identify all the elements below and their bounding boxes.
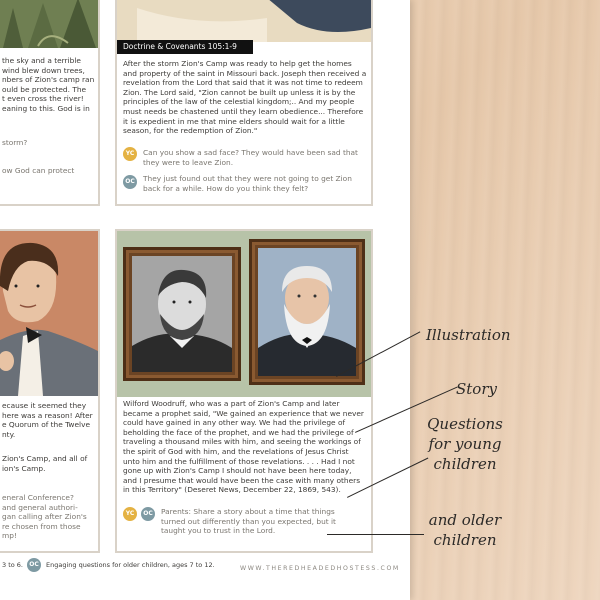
top-left-card (0, 0, 100, 206)
story-line: ion's Camp. (2, 463, 46, 473)
question-line: re chosen from those (2, 521, 81, 531)
illustration-annotation: Illustration (426, 326, 511, 344)
story-line: Zion's Camp, and all of (2, 454, 88, 463)
story-line: here was a reason! After (2, 410, 93, 420)
man-portrait (0, 231, 98, 396)
portraits-illustration (117, 231, 371, 397)
tree-illustration (0, 0, 98, 48)
story-line: ecause it seemed they (2, 401, 87, 410)
story-annotation: Story (456, 380, 497, 398)
older-line-1: and older (428, 511, 502, 529)
oc-legend-badge: OC (27, 558, 41, 572)
bottom-right-card (115, 229, 373, 553)
older-children-question: They just found out that they were not going to get Zion back for a while. How do you think they felt? (143, 174, 352, 193)
left-portrait-frame (123, 247, 241, 381)
story-line: wind blew down trees, (2, 65, 85, 75)
top-right-illustration (117, 0, 371, 42)
oc-badge: OC (123, 175, 137, 189)
color-portrait (258, 248, 356, 376)
story-text: After the storm Zion's Camp was ready to help get the homes and property of the saint in Missouri back. Joseph then received a revelation from the Lord that said that it was not time to redeem Zion. The Lord said, "Zion cannot be built up unless it is by the principles of the law of the celestial kingdom;.. And my people must needs be chastened until they learn obedience... Therefore it is expedient in me that mine elders should wait for a little season, for the redemption of Zion." (123, 59, 367, 136)
footer-fragment: 3 to 6. (2, 561, 23, 569)
oc-legend-label: Engaging questions for older children, ages 7 to 12. (46, 561, 215, 569)
older-pointer-line (327, 534, 424, 535)
top-left-illustration (0, 0, 98, 48)
question-line: and general authori- (2, 502, 78, 512)
bottom-left-card (0, 229, 100, 553)
young-children-question: Can you show a sad face? They would have been sad that they were to leave Zion. (143, 148, 358, 167)
parents-question: Parents: Share a story about a time that things turned out differently than you expected, but it taught you to trust in the Lord. (161, 507, 336, 536)
white-bearded-man (258, 248, 356, 376)
questions-line-1: Questions (427, 415, 503, 433)
oc-badge: OC (141, 507, 155, 521)
story-line: nty. (2, 429, 16, 439)
questions-line-3: children (433, 455, 497, 473)
questions-line-2: for young (428, 435, 502, 453)
question-line: eneral Conference? (2, 493, 74, 502)
question-line: gan calling after Zion's (2, 512, 87, 522)
yc-badge: YC (123, 147, 137, 161)
bearded-man-bw (132, 256, 232, 372)
top-right-card (115, 0, 373, 206)
story-text: Wilford Woodruff, who was a part of Zion's Camp and later became a prophet said, "We gained an experience that we never could have gained in any other way. We had the privilege of beholding the face of the prophet, and we had the privilege of traveling a thousand miles with him, and seeing the workings of the spirit of God with him, and the revelations of Jesus Christ unto him and the fulfillment of those revelations. . . . Had I not gone up with Zion's Camp I should not have been here today, and I presume that would have been the case with many others in this Territory" (Deseret News, December 22, 1869, 543). (123, 399, 364, 495)
older-line-2: children (433, 531, 497, 549)
question-fragment: ow God can protect (2, 166, 75, 175)
story-line: nbers of Zion's camp ran (2, 75, 95, 85)
story-line: t even cross the river! (2, 94, 84, 104)
question-fragment: storm? (2, 138, 28, 147)
scroll-illustration (117, 0, 371, 42)
joseph-smith-illustration (0, 231, 98, 396)
scripture-caption: Doctrine & Covenants 105:1-9 (117, 40, 253, 54)
story-line: eaning to this. God is in (2, 103, 90, 113)
story-line: the sky and a terrible (2, 56, 81, 65)
older-children-annotation (426, 510, 504, 550)
website-url: WWW.THEREDHEADEDHOSTESS.COM (240, 565, 400, 572)
bw-portrait (132, 256, 232, 372)
questions-annotation (426, 414, 504, 474)
question-line: mp! (2, 531, 17, 541)
story-line: ould be protected. The (2, 84, 87, 94)
yc-badge: YC (123, 507, 137, 521)
story-line: e Quorum of the Twelve (2, 420, 90, 430)
right-portrait-frame (249, 239, 365, 385)
